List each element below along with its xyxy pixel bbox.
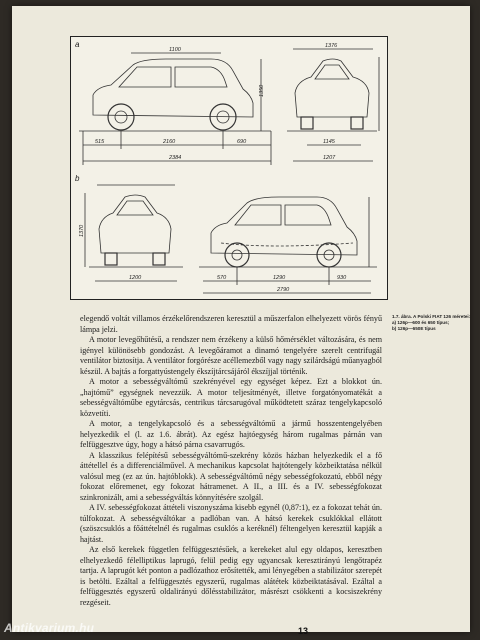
dim-a-front-overhang: 515 [95,139,105,145]
car-side-view-b [211,197,357,255]
paragraph: Az első kerekek független felfüggesztésűek, a kerekeket alul egy oldapos, keresztben elhelyezkedő félelliptikus laprugó, felül pedig egy ugyancsak keresztirányú lengőtrapéz tartja. A laprugót két ponton a padlózathoz erősítették, ami lényegében a stabilizátor szerepét is betölti. Ezáltal a felfüggesztés egyszerű, rugalmas alátétek közbeiktatásával. Ezáltal a felfüggesztés egyszerű oldalirányú dőlésstabilizátor, másrészt csökkenti a kocsiszekrény rezgéseit. [80,545,382,607]
dim-a-top: 1100 [169,47,181,53]
caption-line: a) 126p—600 és 650 típus; [392,320,450,325]
car-dimension-drawing [71,37,387,299]
paragraph: A klasszikus felépítésű sebességváltómű-szekrény közös házban helyezkedik el a fő áttétellel és a differenciálművel. A mechanikus kapcsolat hajtótengely közbeiktatása nélkül valósul meg (ez az ún. hajtóblokk). A sebességváltómű négy sebességfokozatú, ebből négy fokozat előremenet, egy fokozat hátramenet. A II., a III. és a IV. sebességfokozat szinkronizált, ami a sebességváltás könnyítésére szolgál. [80,450,382,502]
dim-a-wheelbase: 2160 [163,139,176,145]
car-side-view-a [93,59,253,117]
paragraph: A motor a sebességváltómű szekrényével egy egységet képez. Ezt a blokkot ún. „hajtómű” egységnek nevezzük. A motor teljesítményét, illetve forgatónyomatékát a sebességváltóműbe egytárcsás, centrikus tárcsarugóval működtetett száraz tengelykapcsoló közvetíti. [80,377,382,418]
dim-a-length: 2384 [169,155,182,161]
dim-a-height: 1350 [259,84,265,97]
paragraph: elegendő voltát villamos érzékelőrendszeren keresztül a műszerfalon elhelyezett vörös fényű lámpa jelzi. [80,314,382,334]
paragraph: A motor, a tengelykapcsoló és a sebességváltómű a jármű hosszentengelyében helyezkedik el (l. az 1.6. ábrát). Az egész hajtóegység három rugalmas párnán van felfüggesztve úgy, hogy a hátsó párna csavarrugós. [80,419,382,449]
dim-b-height: 1370 [79,224,85,237]
caption-line: 1.7. ábra. A Polski FIAT 126 méretei: [392,314,471,319]
label-b: b [75,174,80,183]
dim-a-rear-overhang: 690 [237,139,247,145]
page-number: 13 [298,626,309,636]
car-front-view-b [99,195,171,253]
dim-b-track: 1200 [129,275,142,281]
book-page [12,6,471,636]
watermark-logo: Antikvarium.hu [4,621,95,635]
paragraph: A IV. sebességfokozat áttételi viszonyszáma kisebb egynél (0,87:1), ez a fokozat tehát ún. túlfokozat. A sebességváltókar a padlóban van. A hátsó kerekek csuklókkal ellátott (szöszcsuklós a főáttételnél és rugalmas csuklós a keréknél) féltengelyen keresztül kapják a hajtást. [80,503,382,544]
dim-b-front: 570 [217,275,227,281]
figure-caption [392,314,480,332]
dim-a-width-upper: 1376 [325,43,338,49]
technical-drawing-figure [70,36,388,300]
paragraph: A motor levegőhűtésű, a rendszer nem érzékeny a külső hőmérséklet változására, és nem igényel különösebb gondozást. A levegőáramot a dinamó tengelyére szerelt centrifugál ventilátor biztosítja. A ventilátor forgórésze acéllemezből vagy nagy szilárdságú műanyagból készül. A bajtás a forgattyústengely ékszíjtárcsájáról ékszíjjal történik. [80,335,382,376]
label-a: a [75,40,80,49]
body-text [80,314,382,608]
dim-b-rear: 930 [337,275,347,281]
dim-b-length: 2790 [277,287,290,293]
car-rear-view-a [295,59,369,117]
dim-a-rear-track: 1207 [323,155,336,161]
dim-b-wheelbase: 1290 [273,275,286,281]
caption-line: b) 126p—650E típus [392,326,436,331]
dim-a-front-track: 1145 [323,139,335,145]
